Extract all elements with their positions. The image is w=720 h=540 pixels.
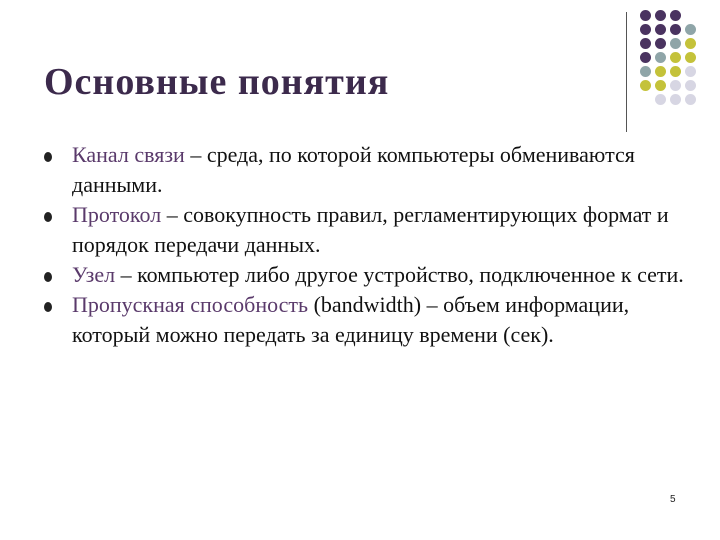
- definition-channel: – среда, по которой компьютеры обмениваются данными.: [72, 142, 635, 197]
- decor-dot: [655, 94, 666, 105]
- decor-dot: [655, 80, 666, 91]
- decor-dot: [655, 52, 666, 63]
- decor-dot: [685, 24, 696, 35]
- decor-dot: [655, 24, 666, 35]
- term-node: Узел: [72, 262, 116, 287]
- bullet-marker: [44, 212, 52, 222]
- decor-dot: [670, 38, 681, 49]
- decor-dot: [670, 24, 681, 35]
- decor-dot: [670, 66, 681, 77]
- decor-dot: [655, 66, 666, 77]
- bullet-item-node: [44, 260, 684, 290]
- bullet-list: [44, 140, 684, 350]
- decor-dot: [685, 66, 696, 77]
- decor-dot: [670, 80, 681, 91]
- definition-node: – компьютер либо другое устройство, подключенное к сети.: [115, 262, 684, 287]
- term-bandwidth: Пропускная способность: [72, 292, 309, 317]
- dot-grid-decoration: [640, 10, 718, 114]
- decor-dot: [640, 52, 651, 63]
- decor-dot: [685, 38, 696, 49]
- bullet-marker: [44, 302, 52, 312]
- decor-dot: [640, 24, 651, 35]
- definition-protocol: – совокупность правил, регламентирующих формат и порядок передачи данных.: [72, 202, 669, 257]
- bullet-item-protocol: [44, 200, 684, 260]
- bullet-marker: [44, 152, 52, 162]
- decor-dot: [685, 80, 696, 91]
- bullet-item-channel: [44, 140, 684, 200]
- decor-dot: [640, 66, 651, 77]
- decor-dot: [640, 80, 651, 91]
- decor-dot: [640, 10, 651, 21]
- decor-dot: [685, 52, 696, 63]
- decor-dot: [655, 10, 666, 21]
- decor-dot: [685, 94, 696, 105]
- decor-dot: [670, 94, 681, 105]
- decor-dot: [670, 52, 681, 63]
- page-number: 5: [670, 494, 676, 505]
- divider-line: [626, 12, 627, 132]
- decor-dot: [640, 38, 651, 49]
- decor-dot: [655, 38, 666, 49]
- bullet-item-bandwidth: [44, 290, 684, 350]
- term-channel: Канал связи: [72, 142, 185, 167]
- slide-title: Основные понятия: [44, 61, 390, 103]
- bullet-marker: [44, 272, 52, 282]
- definition-bandwidth: (bandwidth) – объем информации, который можно передать за единицу времени (сек).: [72, 292, 630, 347]
- decor-dot: [670, 10, 681, 21]
- term-protocol: Протокол: [72, 202, 162, 227]
